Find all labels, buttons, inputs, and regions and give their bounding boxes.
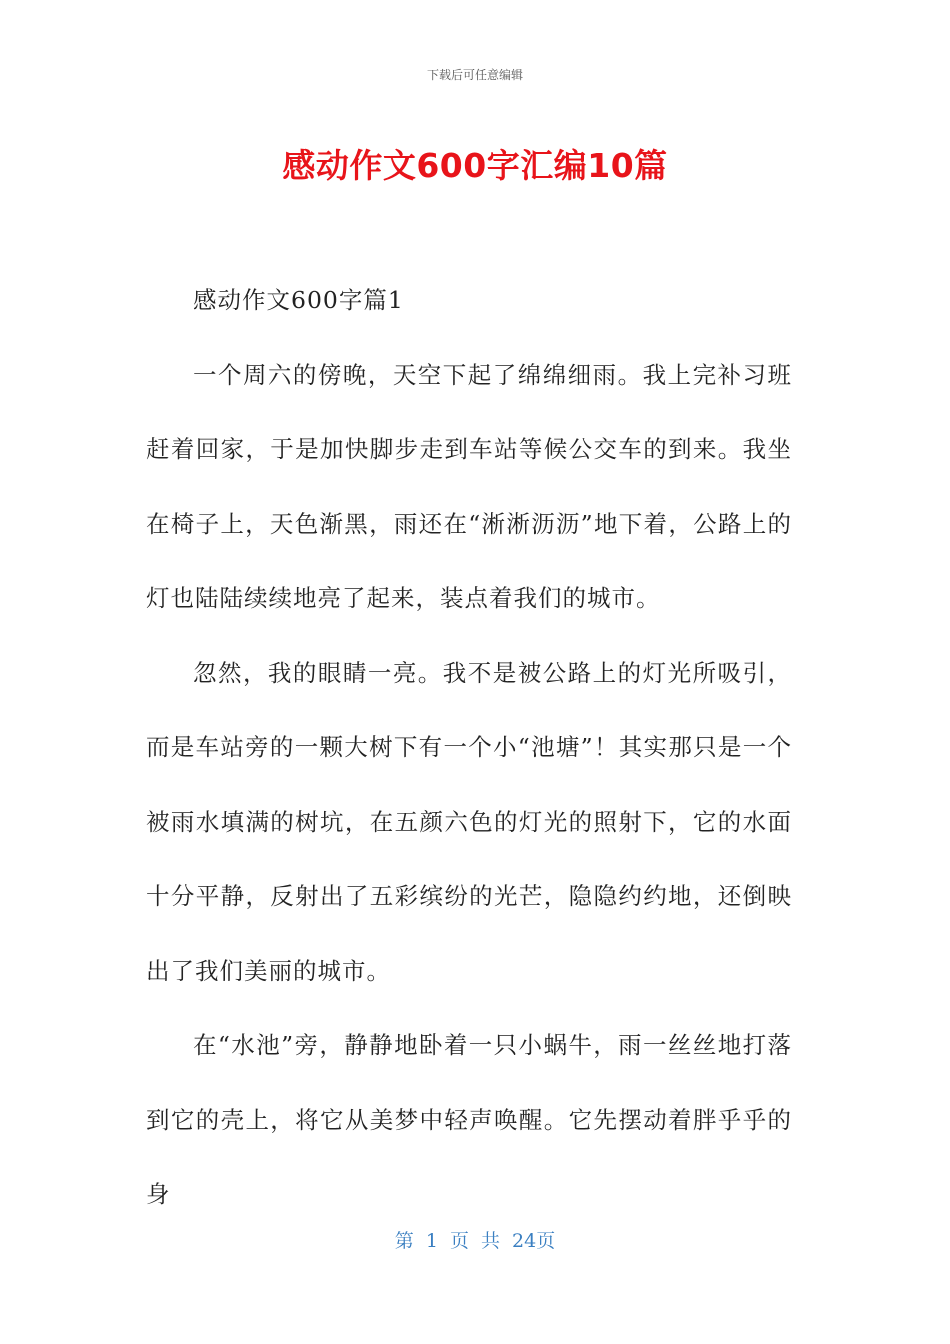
paragraph: 在“水池”旁，静静地卧着一只小蜗牛，雨一丝丝地打落到它的壳上，将它从美梦中轻声唤醒。它先摆动着胖乎乎的身: [146, 1031, 792, 1208]
paragraph: 一个周六的傍晚，天空下起了绵绵细雨。我上完补习班赶着回家，于是加快脚步走到车站等候公交车的到来。我坐在椅子上，天色渐黑，雨还在“淅淅沥沥”地下着，公路上的灯也陆陆续续地亮了起来，装点着我们的城市。: [146, 360, 792, 612]
section-heading: 感动作文600字篇1: [193, 286, 404, 314]
paragraph: 忽然，我的眼睛一亮。我不是被公路上的灯光所吸引，而是车站旁的一颗大树下有一个小“池塘”！其实那只是一个被雨水填满的树坑，在五颜六色的灯光的照射下，它的水面十分平静，反射出了五彩缤纷的光芒，隐隐约约地，还倒映出了我们美丽的城市。: [146, 658, 792, 985]
document-body: [146, 263, 792, 1232]
page-header-note: 下载后可任意编辑: [426, 68, 523, 82]
document-title: 感动作文600字汇编10篇: [282, 146, 668, 185]
page-number-footer: 第 1 页 共 24页: [394, 1230, 556, 1252]
